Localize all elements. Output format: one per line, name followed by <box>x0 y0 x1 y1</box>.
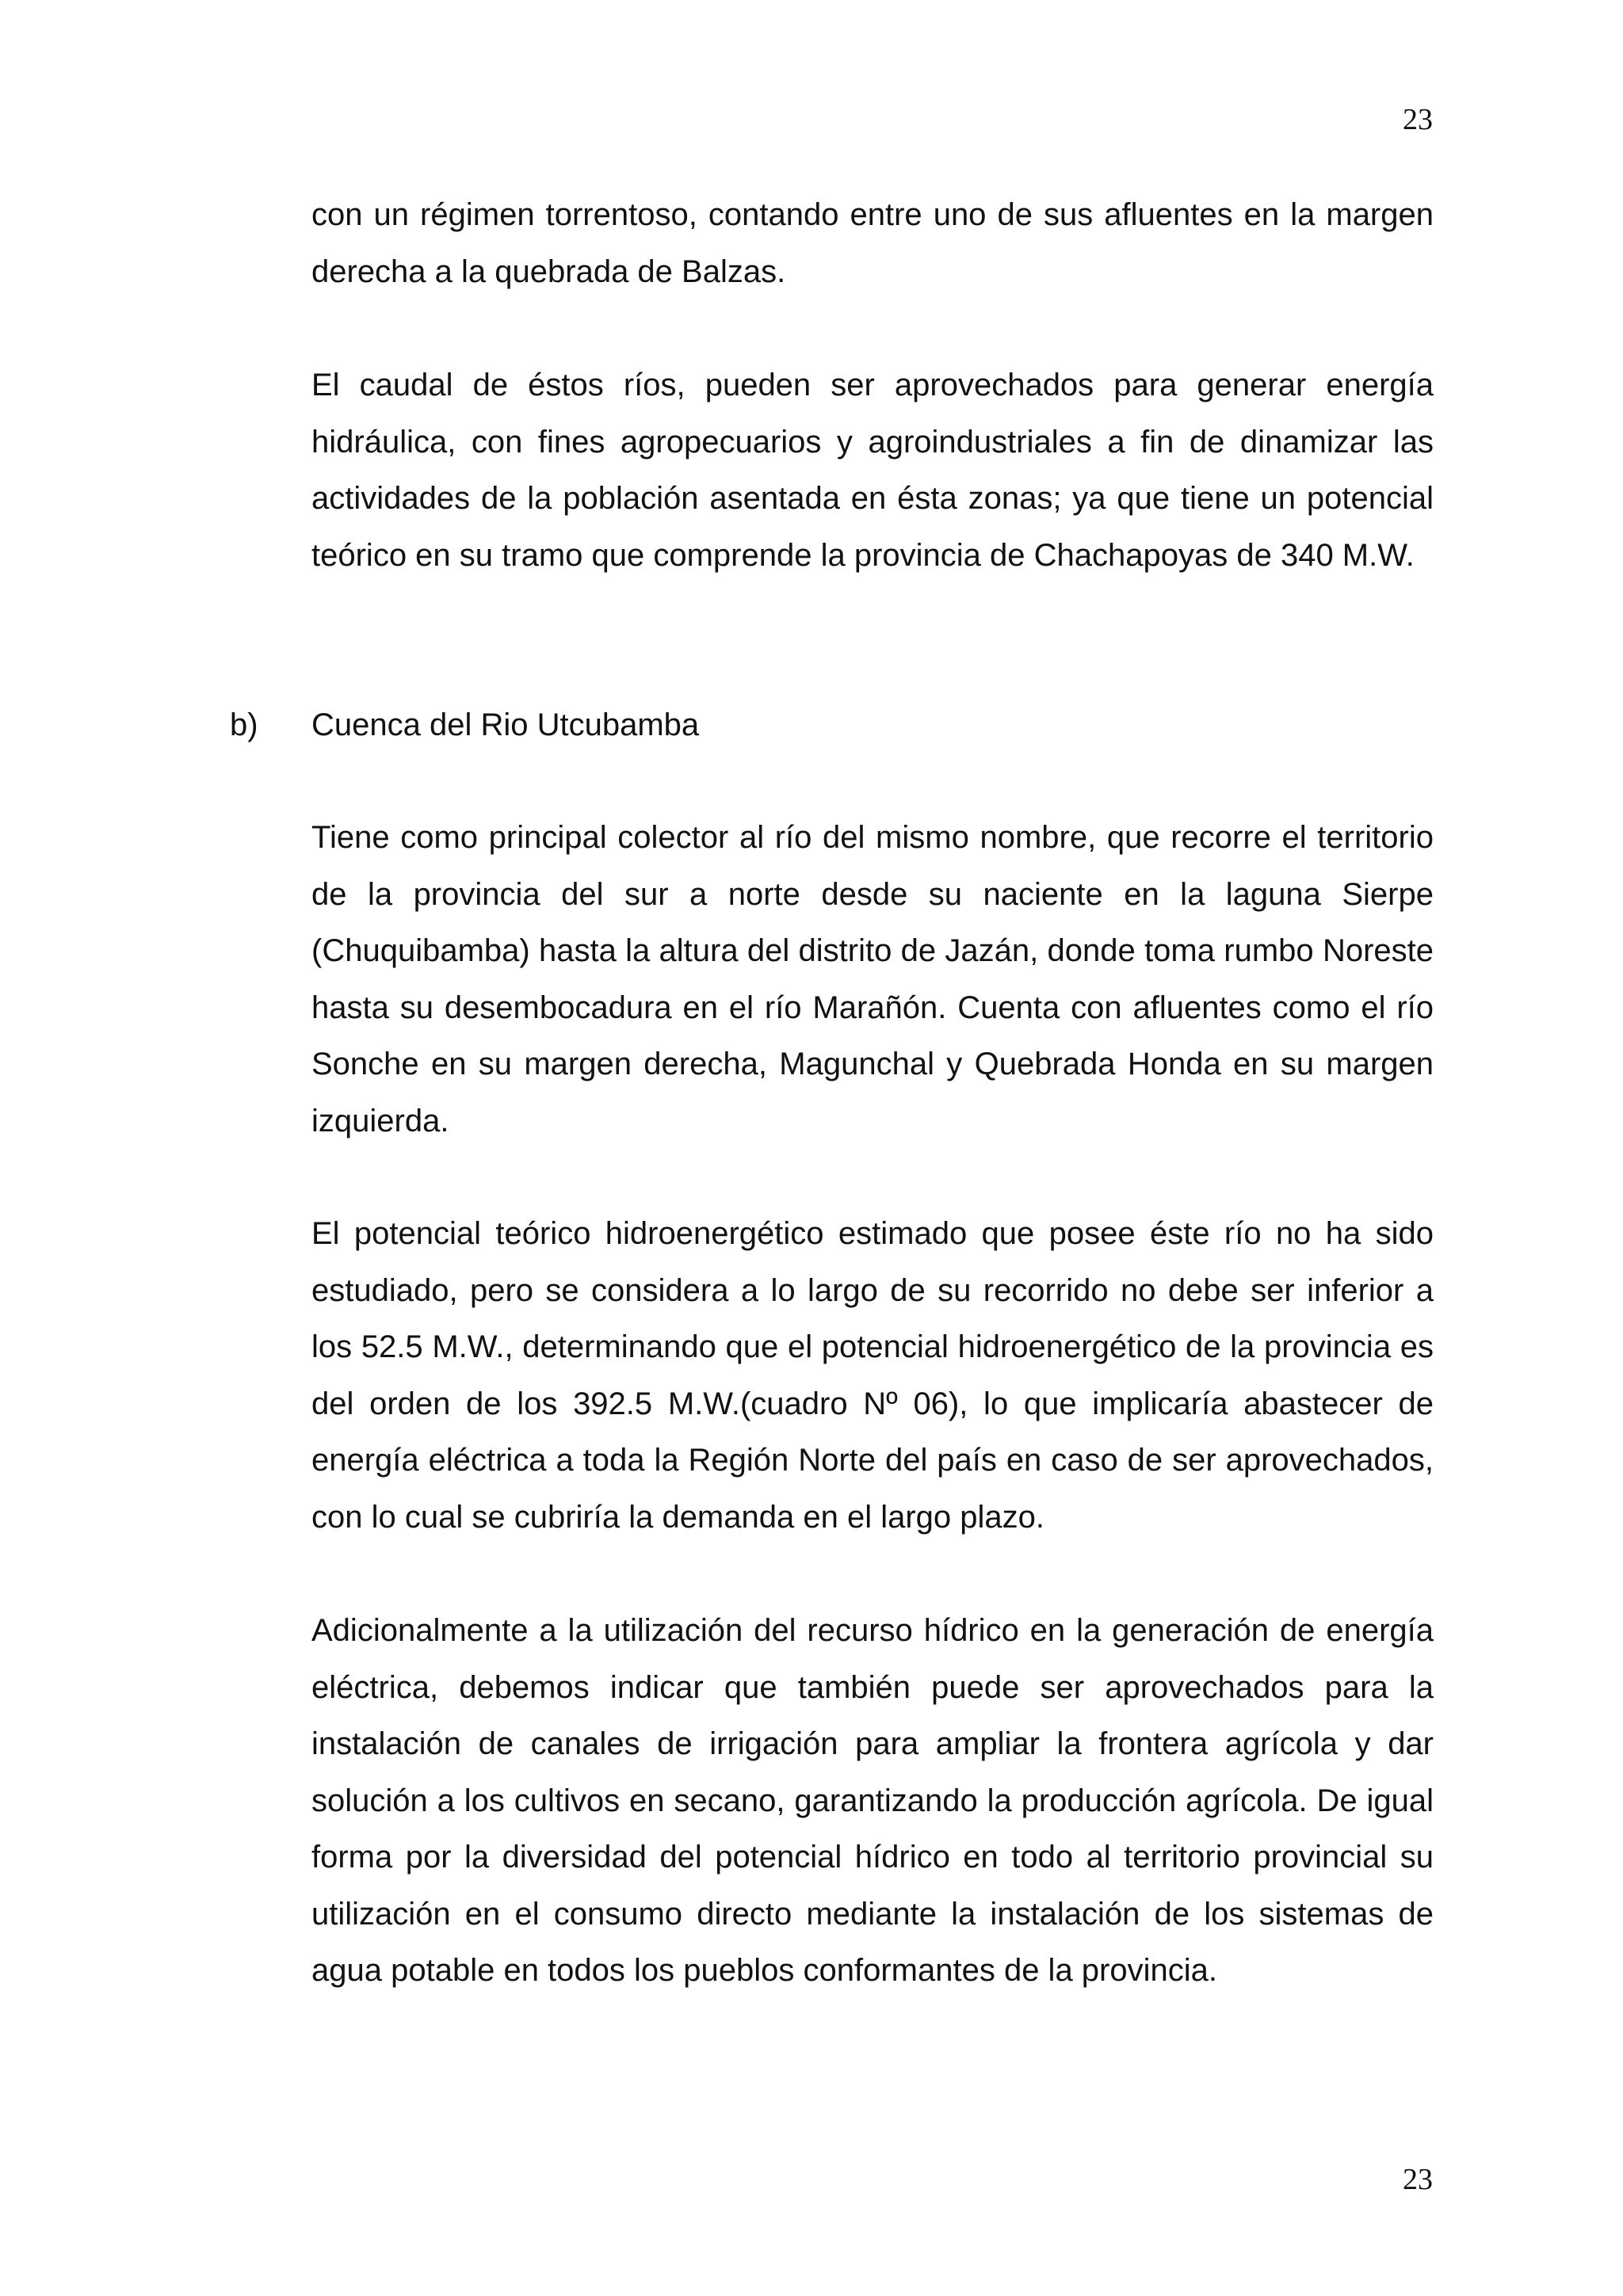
paragraph-potencial: El potencial teórico hidroenergético estimado que posee éste río no ha sido estudiado, pero se considera a lo largo de su recorrido no debe ser inferior a los 52.5 M.W., determinando que el potencial hidroenergético de la provincia es del orden de los 392.5 M.W.(cuadro Nº 06), lo que implicaría abastecer de energía eléctrica a toda la Región Norte del país en caso de ser aprovechados, con lo cual se cubriría la demanda en el largo plazo. <box>311 1216 1434 1535</box>
section-marker: b) <box>230 707 258 742</box>
paragraph-colector: Tiene como principal colector al río del mismo nombre, que recorre el territorio de la provincia del sur a norte desde su naciente en la laguna Sierpe (Chuquibamba) hasta la altura del distrito de Jazán, donde toma rumbo Noreste hasta su desembocadura en el río Marañón. Cuenta con afluentes como el río Sonche en su margen derecha, Magunchal y Quebrada Honda en su margen izquierda. <box>311 820 1434 1138</box>
section-title: Cuenca del Rio Utcubamba <box>311 707 700 742</box>
paragraph-continuation: con un régimen torrentoso, contando entre uno de sus afluentes en la margen derecha a la quebrada de Balzas. <box>311 197 1434 289</box>
paragraph-adicionalmente: Adicionalmente a la utilización del recurso hídrico en la generación de energía eléctrica, debemos indicar que también puede ser aprovechados para la instalación de canales de irrigación para ampliar la frontera agrícola y dar solución a los cultivos en secano, garantizando la producción agrícola. De igual forma por la diversidad del potencial hídrico en todo al territorio provincial su utilización en el consumo directo mediante la instalación de los sistemas de agua potable en todos los pueblos conformantes de la provincia. <box>311 1613 1434 1988</box>
page-number-top: 23 <box>1403 103 1433 136</box>
page-number-bottom: 23 <box>1403 2163 1433 2196</box>
paragraph-caudal: El caudal de éstos ríos, pueden ser aprovechados para generar energía hidráulica, con fines agropecuarios y agroindustriales a fin de dinamizar las actividades de la población asentada en ésta zonas; ya que tiene un potencial teórico en su tramo que comprende la provincia de Chachapoyas de 340 M.W. <box>311 368 1434 573</box>
